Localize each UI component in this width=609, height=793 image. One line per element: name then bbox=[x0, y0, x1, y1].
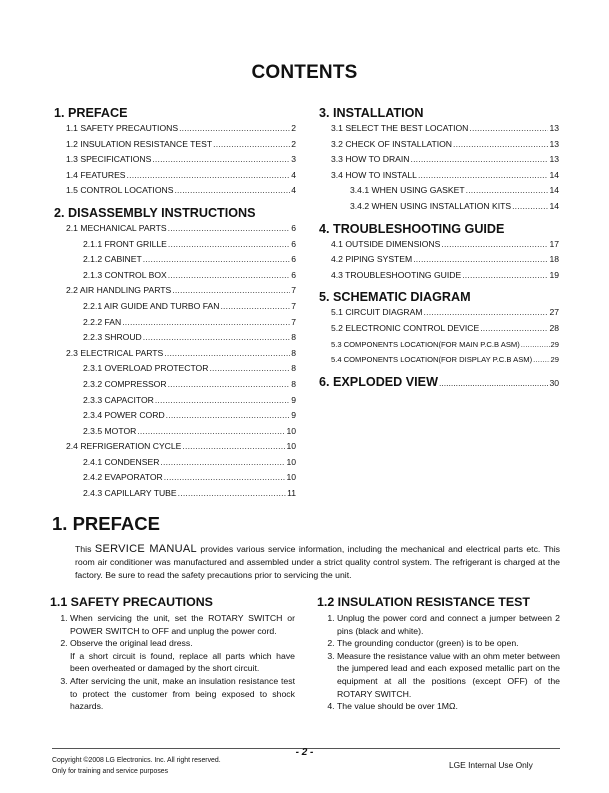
toc-entry[interactable]: 3.2 CHECK OF INSTALLATION ..... 13 bbox=[319, 137, 559, 153]
list-item: 2. Observe the original lead dress. If a short circuit is found, replace all parts which have been overheated or damaged by the short circuit. bbox=[70, 637, 295, 675]
toc-entry[interactable]: 3.4 HOW TO INSTALL ..... 14 bbox=[319, 168, 559, 184]
training-notice: Only for training and service purposes bbox=[52, 768, 169, 775]
toc-entry[interactable]: 4.3 TROUBLESHOOTING GUIDE ..... 19 bbox=[319, 268, 559, 284]
toc-entry[interactable]: 2.1.2 CABINET ..... 6 bbox=[54, 252, 296, 268]
toc-entry[interactable]: 4.1 OUTSIDE DIMENSIONS ..... 17 bbox=[319, 237, 559, 253]
toc-entry[interactable]: 2.1.3 CONTROL BOX ..... 6 bbox=[54, 268, 296, 284]
toc-entry[interactable]: 5.4 COMPONENTS LOCATION(FOR DISPLAY P.C.B ASM) ..... 29 bbox=[319, 352, 559, 368]
list-item: 3. After servicing the unit, make an insulation resistance test to protect the customer from being exposed to shock hazards. bbox=[70, 675, 295, 713]
preface-title: 1. PREFACE bbox=[52, 513, 160, 534]
page-number: - 2 - bbox=[295, 747, 314, 758]
toc-entry[interactable]: 1.4 FEATURES ..... 4 bbox=[54, 168, 296, 184]
footer-copyright-block bbox=[52, 755, 221, 777]
toc-entry[interactable]: 2.3.1 OVERLOAD PROTECTOR ..... 8 bbox=[54, 361, 296, 377]
toc-entry[interactable]: 5.3 COMPONENTS LOCATION(FOR MAIN P.C.B ASM) ..... 29 bbox=[319, 337, 559, 353]
toc-entry[interactable]: 2.3.3 CAPACITOR ..... 9 bbox=[54, 393, 296, 409]
toc-entry[interactable]: 2.2 AIR HANDLING PARTS ..... 7 bbox=[54, 283, 296, 299]
toc-heading-disassembly: 2. DISASSEMBLY INSTRUCTIONS bbox=[54, 205, 256, 220]
toc-entry[interactable]: 2.1 MECHANICAL PARTS ..... 6 bbox=[54, 221, 296, 237]
toc-left-column bbox=[54, 105, 296, 502]
toc-heading-preface: 1. PREFACE bbox=[54, 106, 128, 120]
toc-entry[interactable]: 2.4 REFRIGERATION CYCLE ..... 10 bbox=[54, 439, 296, 455]
toc-entry[interactable]: 3.4.1 WHEN USING GASKET ..... 14 bbox=[319, 183, 559, 199]
toc-heading-schematic: 5. SCHEMATIC DIAGRAM bbox=[319, 290, 471, 305]
toc-entry[interactable]: 2.3 ELECTRICAL PARTS ..... 8 bbox=[54, 346, 296, 362]
copyright-text: Copyright ©2008 LG Electronics. Inc. All right reserved. bbox=[52, 757, 221, 764]
toc-entry[interactable]: 2.4.2 EVAPORATOR ..... 10 bbox=[54, 470, 296, 486]
toc-entry[interactable]: 2.2.3 SHROUD ..... 8 bbox=[54, 330, 296, 346]
toc-entry[interactable]: 2.3.2 COMPRESSOR ..... 8 bbox=[54, 377, 296, 393]
toc-entry[interactable]: 3.4.2 WHEN USING INSTALLATION KITS ..... 14 bbox=[319, 199, 559, 215]
preface-intro: This SERVICE MANUAL provides various service information, including the mechanical and electrical parts etc. This room air conditioner was manufactured and assembled under a strict quality control system. The refrigerant is charged at the factory. Be sure to read the safety precautions prior to servicing the unit. bbox=[75, 543, 560, 580]
toc-entry[interactable]: 2.2.2 FAN ..... 7 bbox=[54, 315, 296, 331]
toc-entry[interactable]: 2.1.1 FRONT GRILLE ..... 6 bbox=[54, 237, 296, 253]
toc-entry[interactable]: 5.1 CIRCUIT DIAGRAM ..... 27 bbox=[319, 305, 559, 321]
safety-precautions-title: 1.1 SAFETY PRECAUTIONS bbox=[50, 595, 213, 609]
page-title: CONTENTS bbox=[251, 62, 358, 83]
toc-entry[interactable]: 3.3 HOW TO DRAIN ..... 13 bbox=[319, 152, 559, 168]
list-item: 4. The value should be over 1MΩ. bbox=[337, 700, 560, 713]
list-item: 3. Measure the resistance value with an ohm meter between the jumpered lead and each exposed metallic part on the equipment at all the positions (except OFF) of the ROTARY SWITCH. bbox=[337, 650, 560, 700]
internal-use-notice: LGE Internal Use Only bbox=[449, 760, 533, 770]
toc-heading-exploded-view[interactable]: 6. EXPLODED VIEW ..... 30 bbox=[319, 374, 559, 390]
toc-right-column bbox=[319, 105, 559, 390]
list-item: 1. When servicing the unit, set the ROTARY SWITCH or POWER SWITCH to OFF and unplug the power cord. bbox=[70, 612, 295, 637]
insulation-test-section bbox=[317, 595, 560, 713]
toc-entry[interactable]: 1.3 SPECIFICATIONS ..... 3 bbox=[54, 152, 296, 168]
safety-precautions-section bbox=[50, 595, 295, 713]
toc-heading-troubleshooting: 4. TROUBLESHOOTING GUIDE bbox=[319, 221, 505, 236]
toc-entry[interactable]: 2.3.5 MOTOR ..... 10 bbox=[54, 424, 296, 440]
toc-entry[interactable]: 4.2 PIPING SYSTEM ..... 18 bbox=[319, 252, 559, 268]
list-item: 1. Unplug the power cord and connect a jumper between 2 pins (black and white). bbox=[337, 612, 560, 637]
toc-entry[interactable]: 3.1 SELECT THE BEST LOCATION ..... 13 bbox=[319, 121, 559, 137]
toc-entry[interactable]: 5.2 ELECTRONIC CONTROL DEVICE ..... 28 bbox=[319, 321, 559, 337]
toc-entry[interactable]: 2.2.1 AIR GUIDE AND TURBO FAN ..... 7 bbox=[54, 299, 296, 315]
insulation-test-title: 1.2 INSULATION RESISTANCE TEST bbox=[317, 595, 530, 609]
toc-entry[interactable]: 2.3.4 POWER CORD ..... 9 bbox=[54, 408, 296, 424]
toc-entry[interactable]: 2.4.1 CONDENSER ..... 10 bbox=[54, 455, 296, 471]
toc-entry[interactable]: 1.2 INSULATION RESISTANCE TEST ..... 2 bbox=[54, 137, 296, 153]
toc-entry[interactable]: 1.5 CONTROL LOCATIONS ..... 4 bbox=[54, 183, 296, 199]
list-item: 2. The grounding conductor (green) is to be open. bbox=[337, 637, 560, 650]
toc-entry[interactable]: 2.4.3 CAPILLARY TUBE ..... 11 bbox=[54, 486, 296, 502]
toc-entry[interactable]: 1.1 SAFETY PRECAUTIONS ..... 2 bbox=[54, 121, 296, 137]
service-manual-term: SERVICE MANUAL bbox=[94, 543, 197, 555]
toc-heading-installation: 3. INSTALLATION bbox=[319, 106, 424, 120]
